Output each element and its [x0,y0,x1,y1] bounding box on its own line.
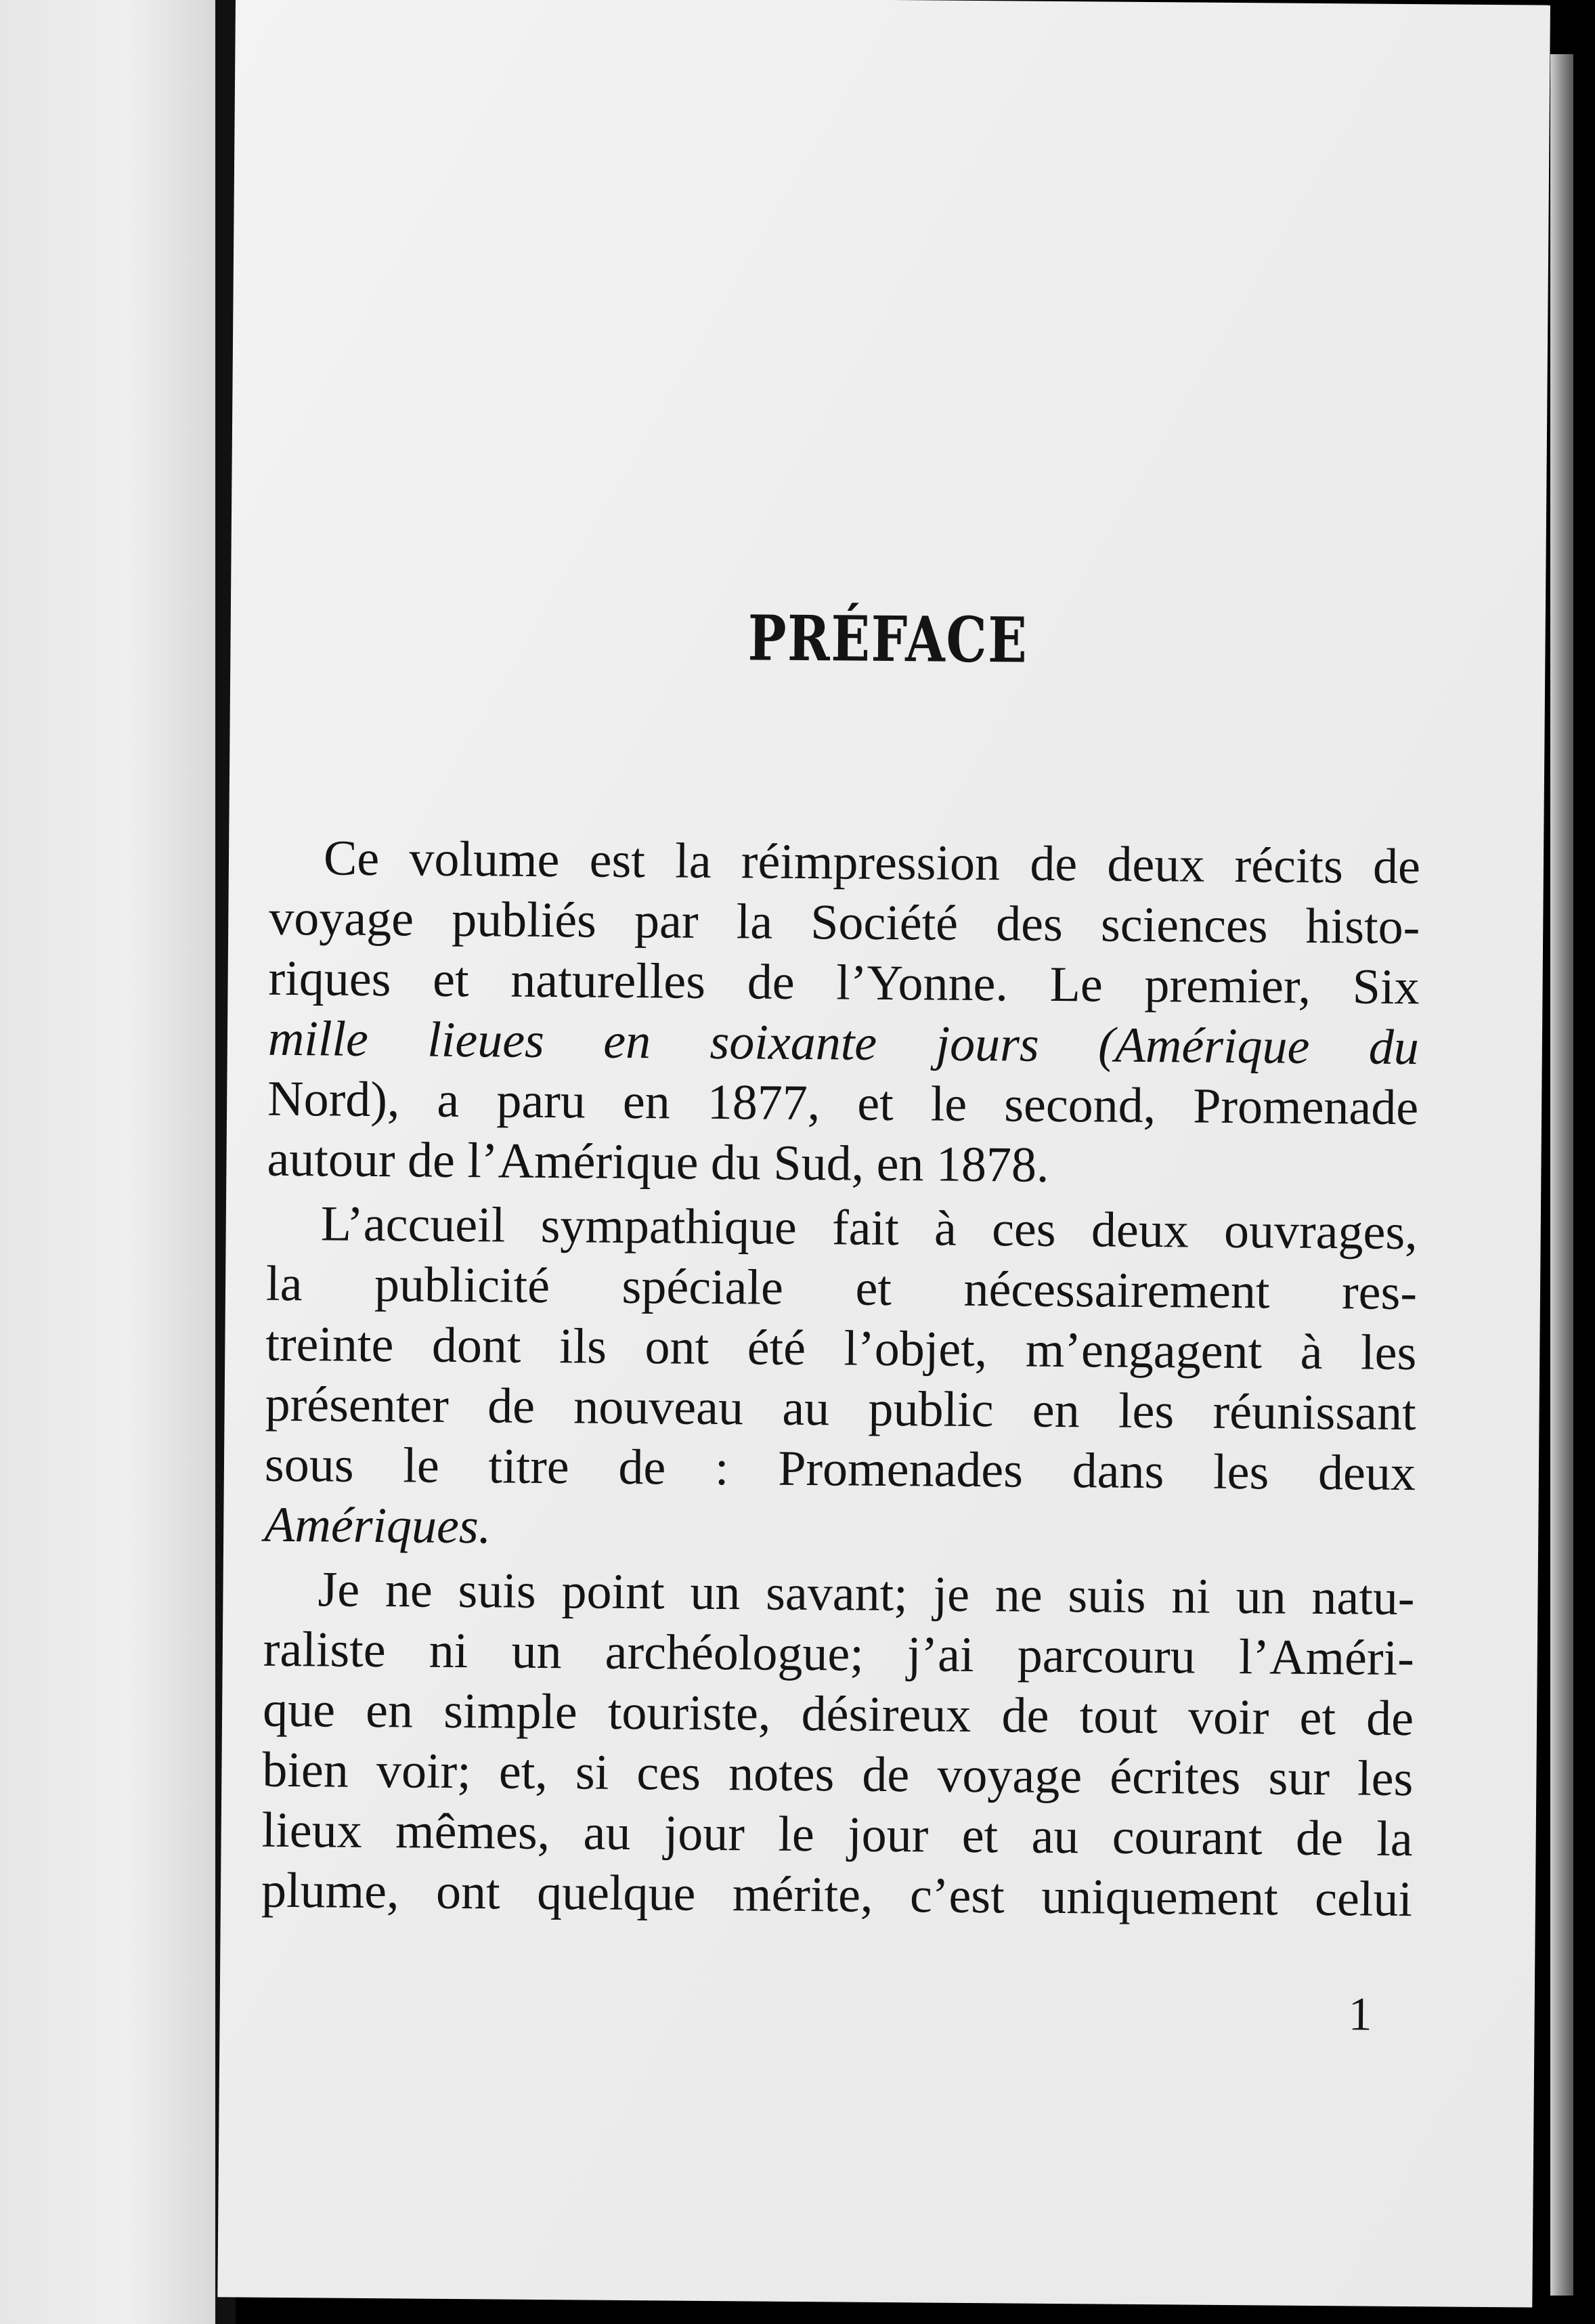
text-line: Nord), a paru en 1877, et le second, Promenade [267,1071,1419,1136]
text-line: L’accueil sympathique fait à ces deux ouvrages, [320,1196,1418,1261]
text-line: plume, ont quelque mérite, c’est uniquement celui [261,1862,1413,1928]
paragraph-2 [264,1194,1418,1564]
page-title: PRÉFACE [747,601,1028,677]
text-line: sous le titre de : Promenades dans les deux [264,1436,1416,1502]
facing-page [0,0,215,2324]
paragraph-1 [267,828,1420,1199]
text-line: bien voir; et, si ces notes de voyage écrites sur les [262,1742,1414,1807]
paragraph-3 [261,1559,1415,1930]
text-line: que en simple touriste, désireux de tout voir et de [262,1681,1414,1747]
page-number: 1 [1348,1988,1372,2041]
page-edge [1550,54,1573,2296]
preface-text [261,828,1421,1930]
book-page [217,0,1550,2308]
text-line: présenter de nouveau au public en les réunissant [265,1376,1416,1442]
text-line: lieux mêmes, au jour le jour et au courant de la [261,1802,1414,1868]
text-line: voyage publiés par la Société des sciences histo- [269,890,1420,955]
text-line: Je ne suis point un savant; je ne suis ni un natu- [318,1562,1415,1627]
text-line: riques et naturelles de l’Yonne. Le premier, Six [268,950,1420,1016]
text-line: Ce volume est la réimpression de deux récits de [323,830,1421,895]
text-line: treinte dont ils ont été l’objet, m’engagent à les [265,1316,1417,1381]
text-line: mille lieues en soixante jours (Amérique du [267,1010,1420,1076]
text-line: raliste ni un archéologue; j’ai parcouru l’Améri- [263,1621,1415,1687]
text-line: Amériques. [263,1497,491,1555]
text-line: la publicité spéciale et nécessairement res- [265,1255,1418,1321]
text-line: autour de l’Amérique du Sud, en 1878. [267,1131,1049,1193]
